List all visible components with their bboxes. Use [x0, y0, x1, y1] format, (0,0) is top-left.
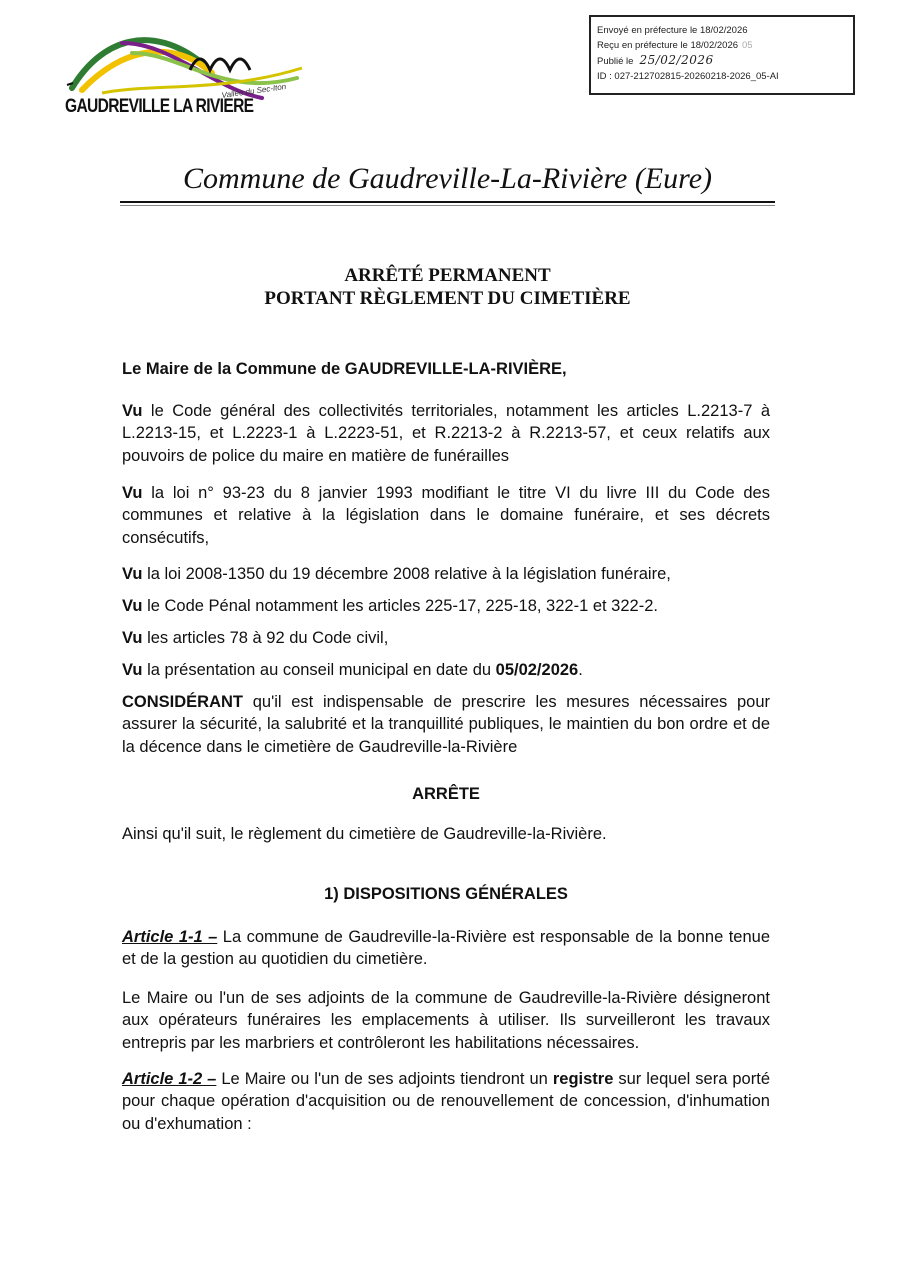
vu-keyword: Vu	[122, 597, 143, 615]
considerant-paragraph	[122, 691, 770, 758]
vu-keyword: Vu	[122, 629, 143, 647]
section-heading: 1) DISPOSITIONS GÉNÉRALES	[324, 885, 568, 903]
considerant-keyword: CONSIDÉRANT	[122, 693, 244, 711]
vu-text: la loi 2008-1350 du 19 décembre 2008 relative à la législation funéraire,	[142, 565, 671, 583]
registre-keyword: registre	[552, 1070, 614, 1088]
vu-text: la présentation au conseil municipal en date du	[142, 661, 496, 679]
title-rule	[120, 201, 775, 203]
title-rule-thin	[120, 205, 775, 206]
stamp-received-extra: 05	[742, 40, 753, 51]
vu-text: le Code Pénal notamment les articles 225-17, 225-18, 322-1 et 322-2.	[142, 597, 658, 615]
vu-paragraph-1	[122, 400, 770, 467]
vu-paragraph-3	[122, 563, 770, 585]
article-1-2	[122, 1068, 770, 1135]
decree-title-line1: ARRÊTÉ PERMANENT	[344, 265, 551, 286]
vu-text: les articles 78 à 92 du Code civil,	[142, 629, 389, 647]
article-1-1-paragraph-2: Le Maire ou l'un de ses adjoints de la commune de Gaudreville-la-Rivière désigneront aux opérateurs funéraires les emplacements à utiliser. Ils surveilleront les travaux entrepris par les marbriers et contrôleront les habilitations nécessaires.	[122, 989, 770, 1052]
stamp-published-date: 25/02/2026	[639, 53, 714, 67]
article-text: Le Maire ou l'un de ses adjoints tiendront un	[216, 1070, 553, 1088]
stamp-published-label: Publié le	[597, 56, 634, 67]
decree-title-line2: PORTANT RÈGLEMENT DU CIMETIÈRE	[264, 288, 631, 309]
stamp-sent: Envoyé en préfecture le 18/02/2026	[597, 25, 748, 36]
article-text: La commune de Gaudreville-la-Rivière est responsable de la bonne tenue et de la gestion au quotidien du cimetière.	[122, 928, 771, 969]
logo-name: GAUDREVILLE LA RIVIERE	[65, 96, 254, 117]
vu-paragraph-6	[122, 659, 770, 681]
vu-text: la loi n° 93-23 du 8 janvier 1993 modifiant le titre VI du livre III du Code des communes et relative à la législation dans le domaine funéraire, et ses décrets consécutifs,	[122, 484, 770, 547]
vu-keyword: Vu	[122, 661, 143, 679]
vu-paragraph-4	[122, 595, 770, 617]
vu-keyword: Vu	[122, 565, 143, 583]
maire-line: Le Maire de la Commune de GAUDREVILLE-LA-RIVIÈRE,	[122, 360, 567, 378]
vu-end: .	[578, 661, 583, 679]
article-1-1	[122, 926, 770, 971]
considerant-text: qu'il est indispensable de prescrire les mesures nécessaires pour assurer la sécurité, la salubrité et la tranquillité publiques, le maintien du bon ordre et de la décence dans le cimetière de Gaudreville-la-Rivière	[122, 693, 770, 756]
prefecture-stamp	[589, 15, 855, 95]
vu-keyword: Vu	[122, 402, 143, 420]
arrete-heading: ARRÊTE	[412, 785, 480, 803]
article-text-cont: sur lequel sera porté pour chaque opération d'acquisition ou de renouvellement de concession, d'inhumation ou d'exhumation :	[122, 1070, 770, 1133]
commune-title: Commune de Gaudreville-La-Rivière (Eure)	[183, 162, 712, 195]
article-label: Article 1-1 –	[122, 928, 218, 946]
vu-text: le Code général des collectivités territoriales, notamment les articles L.2213-7 à L.2213-15, et L.2223-1 à L.2223-51, et R.2213-2 à R.2213-57, et ceux relatifs aux pouvoirs de police du maire en matière de funérailles	[122, 402, 770, 465]
arrete-intro: Ainsi qu'il suit, le règlement du cimetière de Gaudreville-la-Rivière.	[122, 825, 607, 843]
presentation-date: 05/02/2026	[495, 661, 579, 679]
stamp-id: ID : 027-212702815-20260218-2026_05-AI	[597, 71, 779, 82]
vu-paragraph-2	[122, 482, 770, 549]
article-label: Article 1-2 –	[122, 1070, 217, 1088]
stamp-received	[597, 38, 853, 53]
vu-keyword: Vu	[122, 484, 143, 502]
stamp-published	[597, 53, 853, 69]
logo-tagline: Vallée du Sec-Iton	[221, 82, 287, 100]
stamp-received-text: Reçu en préfecture le 18/02/2026	[597, 40, 739, 51]
vu-paragraph-5	[122, 627, 770, 649]
